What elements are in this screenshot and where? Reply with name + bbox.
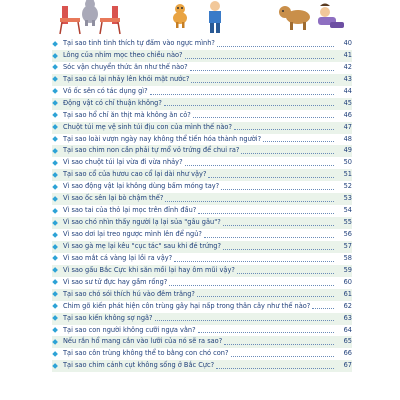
diamond-bullet-icon xyxy=(52,100,58,106)
toc-question: Nếu rắn hổ mang cắn vào lưỡi của nó sẽ ra sao? xyxy=(63,337,223,346)
toc-entry[interactable] xyxy=(52,62,352,74)
toc-question: Vì sao dơi lại treo ngược mình lên để ngủ? xyxy=(63,230,202,238)
toc-page-number: 44 xyxy=(343,86,352,95)
diamond-bullet-icon xyxy=(52,268,58,274)
dot-leader xyxy=(185,165,334,166)
toc-question: Vì sao ốc sên lại bò chậm thế? xyxy=(63,194,164,203)
dot-leader xyxy=(165,201,334,202)
diamond-bullet-icon xyxy=(52,65,58,71)
toc-page-number: 53 xyxy=(343,194,352,203)
toc-entry[interactable] xyxy=(52,86,352,98)
dot-leader xyxy=(193,117,334,118)
toc-entry[interactable] xyxy=(52,253,352,265)
toc-entry[interactable] xyxy=(52,325,352,337)
diamond-bullet-icon xyxy=(52,244,58,250)
toc-entry[interactable] xyxy=(52,360,352,372)
diamond-bullet-icon xyxy=(52,172,58,178)
toc-entry[interactable] xyxy=(52,38,352,50)
toc-entry[interactable] xyxy=(52,265,352,277)
diamond-bullet-icon xyxy=(52,363,58,369)
toc-question: Tại sao tinh tinh thích tự đấm vào ngực mình? xyxy=(63,39,215,47)
toc-page-number: 40 xyxy=(343,39,352,47)
toc-question: Tại sao con người không cưỡi ngựa vằn? xyxy=(63,325,196,334)
diamond-bullet-icon xyxy=(52,327,58,333)
toc-page-number: 67 xyxy=(343,361,352,370)
toc-page-number: 63 xyxy=(343,313,352,322)
dot-leader xyxy=(198,213,334,214)
diamond-bullet-icon xyxy=(52,77,58,83)
diamond-bullet-icon xyxy=(52,112,58,118)
diamond-bullet-icon xyxy=(52,279,58,285)
diamond-bullet-icon xyxy=(52,53,58,59)
toc-entry[interactable] xyxy=(52,145,352,157)
dog-illustration xyxy=(173,4,187,28)
dot-leader xyxy=(198,332,334,333)
toc-question: Vì sao gấu Bắc Cực khi săn mồi lại hay ôm mũi vậy? xyxy=(63,265,235,274)
toc-page-number: 43 xyxy=(343,74,352,83)
toc-page-number: 56 xyxy=(343,230,352,238)
toc-entry[interactable] xyxy=(52,313,352,325)
dot-leader xyxy=(263,141,334,142)
toc-page-number: 65 xyxy=(343,337,352,346)
toc-entry[interactable] xyxy=(52,336,352,348)
diamond-bullet-icon xyxy=(52,124,58,130)
toc-question: Lông của nhím mọc theo chiều nào? xyxy=(63,50,183,59)
dot-leader xyxy=(169,285,334,286)
diamond-bullet-icon xyxy=(52,220,58,226)
dot-leader xyxy=(204,237,334,238)
toc-page-number: 41 xyxy=(343,50,352,59)
toc-entry[interactable] xyxy=(52,134,352,146)
diamond-bullet-icon xyxy=(52,232,58,238)
toc-question: Tại sao cá lại nhảy lên khỏi mặt nước? xyxy=(63,74,190,83)
toc-question: Tại sao hổ chỉ ăn thịt mà không ăn cỏ? xyxy=(63,110,191,119)
dot-leader xyxy=(155,320,334,321)
toc-entry[interactable] xyxy=(52,289,352,301)
toc-entry[interactable] xyxy=(52,229,352,241)
toc-entry[interactable] xyxy=(52,157,352,169)
diamond-bullet-icon xyxy=(52,351,58,357)
toc-entry[interactable] xyxy=(52,169,352,181)
dot-leader xyxy=(150,94,334,95)
toc-page-number: 62 xyxy=(343,301,352,310)
dot-leader xyxy=(223,225,334,226)
dot-leader xyxy=(234,129,334,130)
dot-leader xyxy=(164,105,334,106)
toc-page-number: 47 xyxy=(343,122,352,131)
diamond-bullet-icon xyxy=(52,291,58,297)
dot-leader xyxy=(221,189,334,190)
dot-leader xyxy=(224,344,334,345)
dot-leader xyxy=(190,70,334,71)
toc-question: Vỏ ốc sên có tác dụng gì? xyxy=(63,86,148,95)
toc-entry[interactable] xyxy=(52,277,352,289)
dot-leader xyxy=(312,308,334,309)
diamond-bullet-icon xyxy=(52,315,58,321)
toc-page-number: 66 xyxy=(343,349,352,358)
toc-question: Sóc vận chuyển thức ăn như thế nào? xyxy=(63,62,188,71)
cat-illustration xyxy=(82,0,98,26)
toc-page-number: 54 xyxy=(343,206,352,215)
toc-question: Vì sao sư tử đực hay gầm rống? xyxy=(63,277,168,286)
toc-question: Tại sao loài vượn ngày nay không thể tiến hóa thành người? xyxy=(63,134,262,143)
toc-question: Vì sao động vật lại không dùng bấm móng tay? xyxy=(63,182,220,191)
toc-page-number: 52 xyxy=(343,182,352,191)
diamond-bullet-icon xyxy=(52,256,58,262)
diamond-bullet-icon xyxy=(52,88,58,94)
toc-question: Tại sao kiến không sợ ngã? xyxy=(63,313,153,322)
dot-leader xyxy=(208,177,334,178)
diamond-bullet-icon xyxy=(52,303,58,309)
toc-question: Vì sao tai của thỏ lại mọc trên đỉnh đầu? xyxy=(63,206,197,215)
toc-entry[interactable] xyxy=(52,110,352,122)
toc-entry[interactable] xyxy=(52,98,352,110)
dot-leader xyxy=(241,153,334,154)
toc-question: Tại sao chó sói thích hú vào đêm trăng? xyxy=(63,289,195,298)
toc-page-number: 55 xyxy=(343,218,352,227)
toc-entry[interactable] xyxy=(52,122,352,134)
toc-question: Tại sao côn trùng không thể to bằng con chó con? xyxy=(63,349,229,358)
toc-page-number: 51 xyxy=(343,170,352,179)
dot-leader xyxy=(216,368,334,369)
toc-page-number: 45 xyxy=(343,98,352,107)
diamond-bullet-icon xyxy=(52,136,58,142)
toc-question: Vì sao gà mẹ lại kêu "cục tác" sau khi đẻ trứng? xyxy=(63,241,221,250)
toc-entry[interactable] xyxy=(52,74,352,86)
toc-page-number: 48 xyxy=(343,134,352,143)
toc-entry[interactable] xyxy=(52,205,352,217)
dot-leader xyxy=(237,273,334,274)
header-illustration xyxy=(0,0,400,36)
toc-entry[interactable] xyxy=(52,193,352,205)
toc-question: Vì sao mắt cá vàng lại lồi ra vậy? xyxy=(63,253,173,262)
diamond-bullet-icon xyxy=(52,41,58,47)
toc-page-number: 61 xyxy=(343,289,352,298)
toc-entry[interactable] xyxy=(52,241,352,253)
toc-page-number: 57 xyxy=(343,241,352,250)
toc-page-number: 58 xyxy=(343,253,352,262)
toc-page-number: 50 xyxy=(343,158,352,167)
toc-page-number: 64 xyxy=(343,325,352,334)
dog-and-child-illustration xyxy=(279,4,344,31)
dot-leader xyxy=(231,356,334,357)
diamond-bullet-icon xyxy=(52,160,58,166)
toc-question: Tại sao cổ của hươu cao cổ lại dài như vậy? xyxy=(63,170,207,179)
diamond-bullet-icon xyxy=(52,196,58,202)
diamond-bullet-icon xyxy=(52,208,58,214)
toc-entry[interactable] xyxy=(52,348,352,360)
toc-question: Tại sao chim non cần phải tự mổ vỏ trứng để chui ra? xyxy=(63,146,240,155)
toc-question: Vì sao chuột túi lại vừa đi vừa nhảy? xyxy=(63,158,183,167)
dot-leader xyxy=(217,46,334,47)
dot-leader xyxy=(185,58,334,59)
dot-leader xyxy=(197,296,334,297)
toc-question: Vì sao chó nhìn thấy người lạ lại sủa "gâu gâu"? xyxy=(63,218,221,227)
diamond-bullet-icon xyxy=(52,148,58,154)
toc-entry[interactable] xyxy=(52,50,352,62)
diamond-bullet-icon xyxy=(52,339,58,345)
dot-leader xyxy=(191,82,334,83)
toc-question: Chim gõ kiến phát hiện côn trùng gây hại nấp trong thân cây như thế nào? xyxy=(63,301,311,310)
dot-leader xyxy=(223,249,334,250)
toc-question: Động vật có chỉ thuận không? xyxy=(63,98,162,107)
toc-page-number: 60 xyxy=(343,277,352,286)
toc-question: Tại sao chim cánh cụt không sống ở Bắc Cực? xyxy=(63,361,215,370)
table-of-contents xyxy=(52,38,352,372)
toc-entry[interactable] xyxy=(52,301,352,313)
dot-leader xyxy=(174,261,334,262)
toc-entry[interactable] xyxy=(52,217,352,229)
toc-page-number: 42 xyxy=(343,62,352,71)
toc-page-number: 49 xyxy=(343,146,352,155)
person-illustration xyxy=(209,1,221,33)
toc-entry[interactable] xyxy=(52,181,352,193)
toc-question: Chuột túi mẹ vệ sinh túi địu con của mình thế nào? xyxy=(63,122,232,131)
diamond-bullet-icon xyxy=(52,184,58,190)
toc-page-number: 59 xyxy=(343,265,352,274)
toc-page-number: 46 xyxy=(343,110,352,119)
